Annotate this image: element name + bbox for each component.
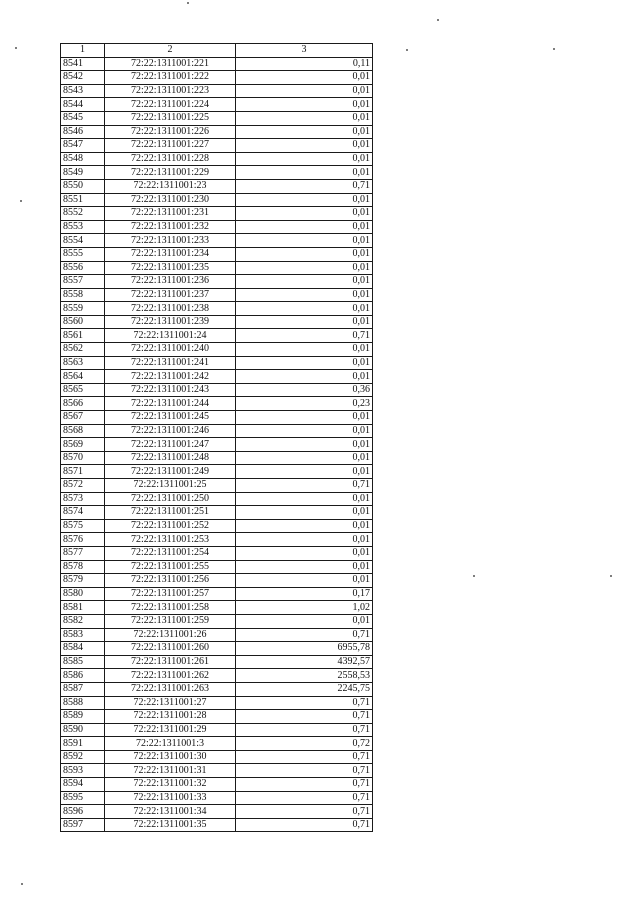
scan-speck (15, 47, 17, 49)
area-value: 0,71 (236, 778, 373, 792)
table-row (61, 818, 373, 832)
area-value: 0,01 (236, 84, 373, 98)
table-row (61, 315, 373, 329)
cadastral-number: 72:22:1311001:246 (105, 424, 236, 438)
table-row (61, 424, 373, 438)
cadastral-number: 72:22:1311001:33 (105, 791, 236, 805)
area-value: 0,71 (236, 696, 373, 710)
table-row (61, 247, 373, 261)
row-number: 8541 (61, 57, 105, 71)
table-row (61, 288, 373, 302)
cadastral-number: 72:22:1311001:222 (105, 71, 236, 85)
cadastral-number: 72:22:1311001:231 (105, 207, 236, 221)
area-value: 0,01 (236, 98, 373, 112)
table-row (61, 533, 373, 547)
area-value: 0,71 (236, 818, 373, 832)
area-value: 0,01 (236, 574, 373, 588)
cadastral-number: 72:22:1311001:251 (105, 506, 236, 520)
cadastral-number: 72:22:1311001:236 (105, 275, 236, 289)
table-row (61, 587, 373, 601)
row-number: 8557 (61, 275, 105, 289)
row-number: 8566 (61, 397, 105, 411)
cadastral-number: 72:22:1311001:253 (105, 533, 236, 547)
cadastral-number: 72:22:1311001:228 (105, 152, 236, 166)
area-value: 0,01 (236, 343, 373, 357)
area-value: 0,71 (236, 764, 373, 778)
table-row (61, 220, 373, 234)
row-number: 8591 (61, 737, 105, 751)
area-value: 0,01 (236, 71, 373, 85)
table-row (61, 179, 373, 193)
area-value: 0,71 (236, 710, 373, 724)
header-col-3: 3 (236, 44, 373, 58)
area-value: 0,71 (236, 750, 373, 764)
row-number: 8586 (61, 669, 105, 683)
row-number: 8542 (61, 71, 105, 85)
scan-speck (21, 883, 23, 885)
row-number: 8546 (61, 125, 105, 139)
area-value: 0,36 (236, 383, 373, 397)
cadastral-number: 72:22:1311001:230 (105, 193, 236, 207)
area-value: 0,01 (236, 247, 373, 261)
area-value: 0,01 (236, 111, 373, 125)
row-number: 8597 (61, 818, 105, 832)
cadastral-number: 72:22:1311001:32 (105, 778, 236, 792)
area-value: 0,01 (236, 193, 373, 207)
table-row (61, 546, 373, 560)
table-row (61, 791, 373, 805)
row-number: 8564 (61, 370, 105, 384)
area-value: 1,02 (236, 601, 373, 615)
cadastral-number: 72:22:1311001:25 (105, 479, 236, 493)
table-row (61, 329, 373, 343)
cadastral-number: 72:22:1311001:28 (105, 710, 236, 724)
area-value: 2558,53 (236, 669, 373, 683)
cadastral-number: 72:22:1311001:24 (105, 329, 236, 343)
row-number: 8562 (61, 343, 105, 357)
row-number: 8575 (61, 519, 105, 533)
area-value: 0,71 (236, 628, 373, 642)
table-row (61, 669, 373, 683)
area-value: 0,01 (236, 438, 373, 452)
cadastral-number: 72:22:1311001:226 (105, 125, 236, 139)
cadastral-number: 72:22:1311001:237 (105, 288, 236, 302)
cadastral-number: 72:22:1311001:23 (105, 179, 236, 193)
cadastral-number: 72:22:1311001:248 (105, 451, 236, 465)
cadastral-number: 72:22:1311001:234 (105, 247, 236, 261)
cadastral-number: 72:22:1311001:31 (105, 764, 236, 778)
row-number: 8573 (61, 492, 105, 506)
scan-speck (610, 575, 612, 577)
cadastral-number: 72:22:1311001:257 (105, 587, 236, 601)
table-row (61, 71, 373, 85)
row-number: 8584 (61, 642, 105, 656)
area-value: 0,01 (236, 506, 373, 520)
row-number: 8558 (61, 288, 105, 302)
table-row (61, 411, 373, 425)
area-value: 0,72 (236, 737, 373, 751)
table-row (61, 111, 373, 125)
area-value: 0,01 (236, 288, 373, 302)
row-number: 8568 (61, 424, 105, 438)
table-row (61, 574, 373, 588)
row-number: 8578 (61, 560, 105, 574)
area-value: 0,01 (236, 424, 373, 438)
row-number: 8585 (61, 655, 105, 669)
cadastral-number: 72:22:1311001:240 (105, 343, 236, 357)
cadastral-number: 72:22:1311001:29 (105, 723, 236, 737)
area-value: 0,01 (236, 220, 373, 234)
cadastral-number: 72:22:1311001:224 (105, 98, 236, 112)
table-row (61, 234, 373, 248)
cadastral-number: 72:22:1311001:243 (105, 383, 236, 397)
row-number: 8570 (61, 451, 105, 465)
cadastral-number: 72:22:1311001:263 (105, 682, 236, 696)
cadastral-number: 72:22:1311001:254 (105, 546, 236, 560)
row-number: 8561 (61, 329, 105, 343)
table-row (61, 642, 373, 656)
cadastral-number: 72:22:1311001:26 (105, 628, 236, 642)
cadastral-number: 72:22:1311001:239 (105, 315, 236, 329)
row-number: 8581 (61, 601, 105, 615)
cadastral-number: 72:22:1311001:261 (105, 655, 236, 669)
table-row (61, 614, 373, 628)
area-value: 0,01 (236, 519, 373, 533)
cadastral-number: 72:22:1311001:262 (105, 669, 236, 683)
area-value: 0,11 (236, 57, 373, 71)
table-row (61, 560, 373, 574)
row-number: 8559 (61, 302, 105, 316)
table-row (61, 465, 373, 479)
area-value: 0,01 (236, 370, 373, 384)
cadastral-number: 72:22:1311001:245 (105, 411, 236, 425)
table-row (61, 139, 373, 153)
table-row (61, 207, 373, 221)
scan-speck (473, 575, 475, 577)
row-number: 8548 (61, 152, 105, 166)
row-number: 8587 (61, 682, 105, 696)
area-value: 0,01 (236, 546, 373, 560)
cadastral-number: 72:22:1311001:235 (105, 261, 236, 275)
cadastral-number: 72:22:1311001:244 (105, 397, 236, 411)
table-header (61, 44, 373, 58)
cadastral-number: 72:22:1311001:223 (105, 84, 236, 98)
row-number: 8594 (61, 778, 105, 792)
table-row (61, 302, 373, 316)
row-number: 8593 (61, 764, 105, 778)
cadastral-number: 72:22:1311001:242 (105, 370, 236, 384)
table-row (61, 750, 373, 764)
scan-speck (187, 2, 189, 4)
row-number: 8545 (61, 111, 105, 125)
row-number: 8577 (61, 546, 105, 560)
cadastral-number: 72:22:1311001:221 (105, 57, 236, 71)
area-value: 0,01 (236, 166, 373, 180)
row-number: 8565 (61, 383, 105, 397)
area-value: 0,01 (236, 207, 373, 221)
cadastral-number: 72:22:1311001:35 (105, 818, 236, 832)
cadastral-number: 72:22:1311001:229 (105, 166, 236, 180)
area-value: 0,01 (236, 275, 373, 289)
table-row (61, 805, 373, 819)
table-row (61, 628, 373, 642)
row-number: 8560 (61, 315, 105, 329)
table-row (61, 152, 373, 166)
table-row (61, 275, 373, 289)
row-number: 8550 (61, 179, 105, 193)
table-row (61, 778, 373, 792)
table-row (61, 84, 373, 98)
table-body (61, 57, 373, 832)
area-value: 0,23 (236, 397, 373, 411)
header-col-2: 2 (105, 44, 236, 58)
row-number: 8592 (61, 750, 105, 764)
cadastral-number: 72:22:1311001:238 (105, 302, 236, 316)
row-number: 8574 (61, 506, 105, 520)
area-value: 0,01 (236, 315, 373, 329)
table-row (61, 383, 373, 397)
area-value: 6955,78 (236, 642, 373, 656)
row-number: 8556 (61, 261, 105, 275)
scan-speck (437, 19, 439, 21)
table-row (61, 682, 373, 696)
table-row (61, 506, 373, 520)
area-value: 0,01 (236, 451, 373, 465)
area-value: 0,01 (236, 533, 373, 547)
row-number: 8571 (61, 465, 105, 479)
scan-speck (553, 48, 555, 50)
table-row (61, 737, 373, 751)
area-value: 0,01 (236, 465, 373, 479)
table-row (61, 166, 373, 180)
area-value: 0,71 (236, 723, 373, 737)
area-value: 0,01 (236, 302, 373, 316)
area-value: 0,01 (236, 139, 373, 153)
cadastral-number: 72:22:1311001:27 (105, 696, 236, 710)
row-number: 8551 (61, 193, 105, 207)
registry-table (60, 43, 373, 832)
table-row (61, 601, 373, 615)
row-number: 8589 (61, 710, 105, 724)
row-number: 8544 (61, 98, 105, 112)
row-number: 8590 (61, 723, 105, 737)
area-value: 0,01 (236, 356, 373, 370)
area-value: 0,71 (236, 791, 373, 805)
row-number: 8554 (61, 234, 105, 248)
row-number: 8569 (61, 438, 105, 452)
cadastral-number: 72:22:1311001:252 (105, 519, 236, 533)
row-number: 8563 (61, 356, 105, 370)
table-row (61, 193, 373, 207)
cadastral-number: 72:22:1311001:255 (105, 560, 236, 574)
row-number: 8547 (61, 139, 105, 153)
scan-speck (406, 49, 408, 51)
cadastral-number: 72:22:1311001:250 (105, 492, 236, 506)
area-value: 4392,57 (236, 655, 373, 669)
cadastral-number: 72:22:1311001:249 (105, 465, 236, 479)
area-value: 0,01 (236, 492, 373, 506)
row-number: 8580 (61, 587, 105, 601)
row-number: 8567 (61, 411, 105, 425)
table-row (61, 696, 373, 710)
scan-speck (20, 200, 22, 202)
area-value: 0,71 (236, 805, 373, 819)
row-number: 8595 (61, 791, 105, 805)
cadastral-number: 72:22:1311001:225 (105, 111, 236, 125)
cadastral-number: 72:22:1311001:241 (105, 356, 236, 370)
table-row (61, 397, 373, 411)
row-number: 8582 (61, 614, 105, 628)
area-value: 0,71 (236, 329, 373, 343)
row-number: 8596 (61, 805, 105, 819)
row-number: 8572 (61, 479, 105, 493)
cadastral-number: 72:22:1311001:233 (105, 234, 236, 248)
cadastral-number: 72:22:1311001:232 (105, 220, 236, 234)
row-number: 8552 (61, 207, 105, 221)
area-value: 0,01 (236, 411, 373, 425)
cadastral-number: 72:22:1311001:34 (105, 805, 236, 819)
row-number: 8553 (61, 220, 105, 234)
table-row (61, 57, 373, 71)
table-row (61, 343, 373, 357)
table-row (61, 438, 373, 452)
cadastral-number: 72:22:1311001:3 (105, 737, 236, 751)
cadastral-number: 72:22:1311001:260 (105, 642, 236, 656)
row-number: 8579 (61, 574, 105, 588)
area-value: 0,01 (236, 614, 373, 628)
area-value: 0,71 (236, 179, 373, 193)
cadastral-number: 72:22:1311001:256 (105, 574, 236, 588)
table-row (61, 492, 373, 506)
table-row (61, 764, 373, 778)
row-number: 8588 (61, 696, 105, 710)
row-number: 8576 (61, 533, 105, 547)
table-row (61, 98, 373, 112)
row-number: 8549 (61, 166, 105, 180)
table-row (61, 125, 373, 139)
cadastral-number: 72:22:1311001:259 (105, 614, 236, 628)
area-value: 0,01 (236, 261, 373, 275)
table-row (61, 655, 373, 669)
area-value: 2245,75 (236, 682, 373, 696)
area-value: 0,01 (236, 125, 373, 139)
table-row (61, 710, 373, 724)
header-col-1: 1 (61, 44, 105, 58)
cadastral-number: 72:22:1311001:247 (105, 438, 236, 452)
table-row (61, 261, 373, 275)
area-value: 0,01 (236, 560, 373, 574)
table-row (61, 479, 373, 493)
cadastral-number: 72:22:1311001:30 (105, 750, 236, 764)
cadastral-number: 72:22:1311001:227 (105, 139, 236, 153)
table-row (61, 356, 373, 370)
table-row (61, 451, 373, 465)
cadastral-number: 72:22:1311001:258 (105, 601, 236, 615)
header-row (61, 44, 373, 58)
row-number: 8555 (61, 247, 105, 261)
table-row (61, 723, 373, 737)
area-value: 0,17 (236, 587, 373, 601)
area-value: 0,01 (236, 152, 373, 166)
table-row (61, 519, 373, 533)
row-number: 8543 (61, 84, 105, 98)
row-number: 8583 (61, 628, 105, 642)
area-value: 0,71 (236, 479, 373, 493)
table-row (61, 370, 373, 384)
area-value: 0,01 (236, 234, 373, 248)
